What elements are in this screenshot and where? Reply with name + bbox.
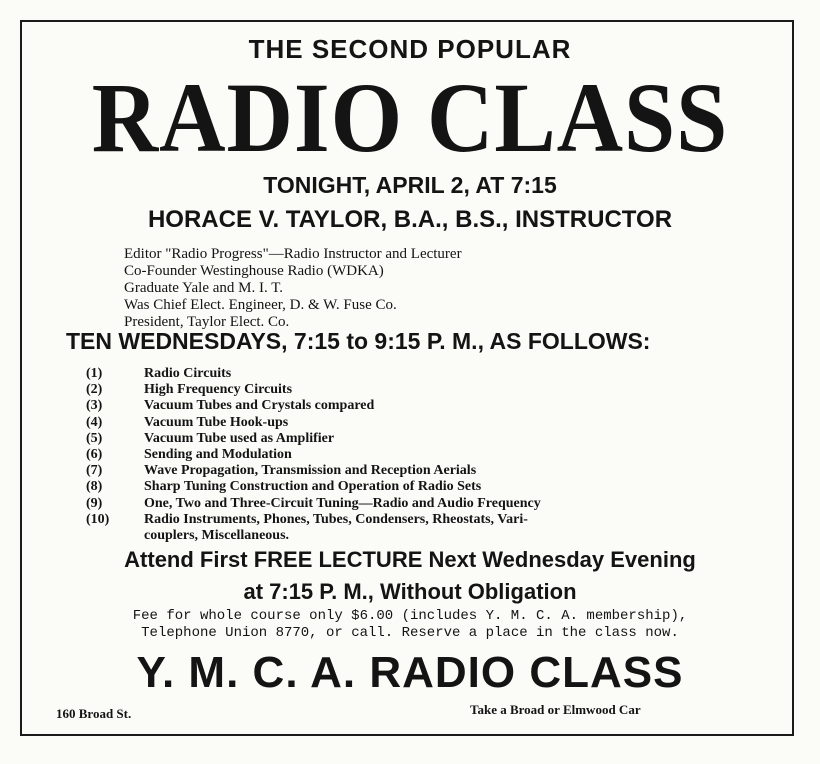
free-lecture-time: at 7:15 P. M., Without Obligation (243, 579, 577, 604)
item-text: Wave Propagation, Transmission and Reception Aerials (144, 463, 477, 479)
item-text: One, Two and Three-Circuit Tuning—Radio and Audio Frequency (144, 495, 541, 511)
list-item (86, 382, 541, 398)
item-number: (4) (86, 414, 103, 430)
item-number: (8) (86, 479, 103, 495)
list-item (86, 512, 541, 528)
item-text: Radio Circuits (144, 366, 232, 381)
fee-line: Fee for whole course only $6.00 (includes Y. M. C. A. membership), (132, 608, 688, 624)
credential-item: Editor "Radio Progress"—Radio Instructor and Lecturer (124, 246, 462, 262)
curriculum-list (86, 366, 541, 544)
list-item (86, 398, 541, 414)
item-number: (3) (86, 398, 103, 414)
item-number: (9) (86, 495, 103, 511)
item-text: Radio Instruments, Phones, Tubes, Condensers, Rheostats, Vari- (144, 511, 528, 527)
item-text: Vacuum Tube used as Amplifier (144, 430, 335, 446)
kicker-heading: THE SECOND POPULAR (248, 34, 572, 64)
item-number: (10) (86, 511, 110, 527)
schedule-line: TEN WEDNESDAYS, 7:15 to 9:15 P. M., AS FOLLOWS: (66, 328, 651, 354)
list-item (86, 431, 541, 447)
list-item (86, 528, 541, 544)
list-item (86, 496, 541, 512)
instructor-credentials (124, 246, 462, 331)
address: 160 Broad St. (56, 706, 132, 721)
item-text: Vacuum Tubes and Crystals compared (144, 398, 375, 414)
credential-item: Co-Founder Westinghouse Radio (WDKA) (124, 263, 384, 279)
contact-line: Telephone Union 8770, or call. Reserve a place in the class now. (141, 625, 679, 641)
list-item (86, 463, 541, 479)
credential-item: Was Chief Elect. Engineer, D. & W. Fuse Co. (124, 297, 397, 313)
list-item (86, 366, 541, 382)
instructor-line: HORACE V. TAYLOR, B.A., B.S., INSTRUCTOR (147, 206, 673, 233)
item-number: (1) (86, 366, 103, 381)
directions: Take a Broad or Elmwood Car (470, 702, 641, 717)
credential-item: Graduate Yale and M. I. T. (124, 280, 283, 296)
footer-title: Y. M. C. A. RADIO CLASS (136, 648, 684, 697)
item-text: Sending and Modulation (144, 447, 292, 463)
list-item (86, 415, 541, 431)
date-line: TONIGHT, APRIL 2, AT 7:15 (263, 172, 557, 198)
item-number: (2) (86, 382, 103, 398)
item-text: couplers, Miscellaneous. (144, 528, 290, 544)
item-text: High Frequency Circuits (144, 382, 293, 398)
item-text: Vacuum Tube Hook-ups (144, 414, 289, 430)
credential-item: President, Taylor Elect. Co. (124, 314, 290, 330)
main-title: RADIO CLASS (91, 62, 729, 173)
item-number: (6) (86, 447, 103, 463)
free-lecture-line: Attend First FREE LECTURE Next Wednesday Evening (124, 547, 696, 572)
item-number: (5) (86, 430, 103, 446)
item-text: Sharp Tuning Construction and Operation of Radio Sets (144, 479, 482, 495)
item-number (86, 528, 144, 544)
item-number: (7) (86, 463, 103, 479)
list-item (86, 447, 541, 463)
list-item (86, 479, 541, 495)
